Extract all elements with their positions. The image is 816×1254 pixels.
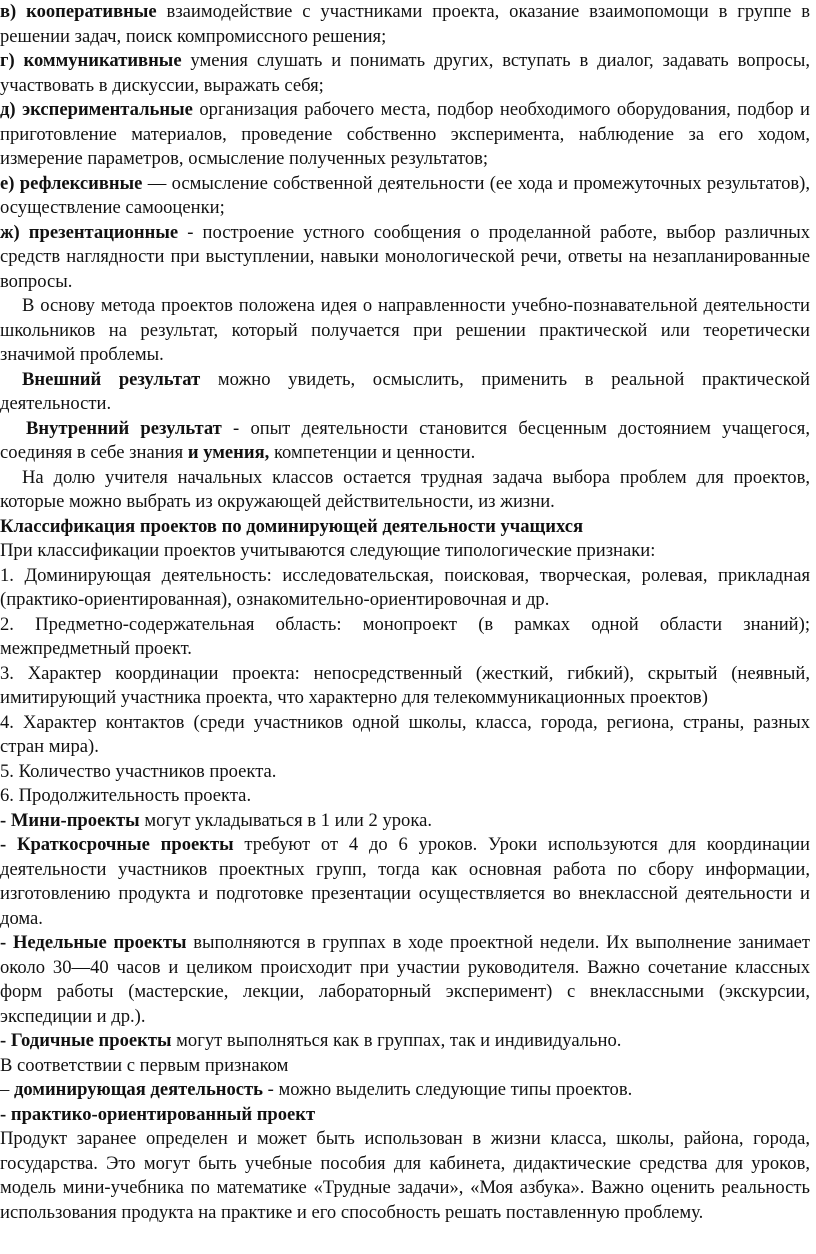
duration-text: могут выполняться как в группах, так и индивидуально. — [171, 1030, 622, 1051]
skill-communicative — [0, 49, 810, 98]
skill-text: взаимодействие с участниками проекта, оказание взаимопомощи в группе в решении задач, поиск компромиссного решения; — [0, 1, 811, 47]
practice-prefix: - п — [0, 1103, 22, 1125]
paragraph-basis: В основу метода проектов положена идея о направленности учебно-познавательной деятельности школьников на результат, который получается при решении практической или теоретически значимой проблемы. — [0, 295, 810, 365]
skill-reflexive — [0, 172, 810, 221]
paragraph-teacher: На долю учителя начальных классов остается трудная задача выбора проблем для проектов, которые можно выбрать из окружающей действительности, из жизни. — [0, 466, 810, 512]
accordance-line-2 — [0, 1078, 810, 1103]
skill-term: в) кооперативные — [0, 1, 157, 22]
internal-result-text-b: компетенции и ценности. — [269, 442, 476, 463]
paragraph-internal-result — [0, 417, 810, 466]
skill-term: г) коммуникативные — [0, 50, 182, 71]
internal-result-term: Внутренний результат — [26, 417, 222, 439]
paragraph-external-result — [0, 368, 810, 417]
skill-presentation — [0, 221, 810, 295]
criterion-item: 1. Доминирующая деятельность: исследовательская, поисковая, творческая, ролевая, прикладная (практико-ориентированная), ознакомительно-ориентировочная и др. — [0, 564, 810, 610]
skill-text: организация рабочего места, подбор необходимого оборудования, подбор и приготовление материалов, проведение собственно эксперимента, наблюдение за его ходом, измерение параметров, осмысление полученных результатов; — [0, 99, 810, 169]
practice-heading — [0, 1103, 810, 1128]
duration-term: - Мини-проекты — [0, 809, 140, 831]
accordance-line-1: В соответствии с первым признаком — [0, 1054, 289, 1076]
internal-result-bold: и умения, — [187, 442, 270, 463]
skill-cooperative — [0, 0, 810, 49]
criterion-item: 4. Характер контактов (среди участников одной школы, класса, города, региона, страны, разных стран мира). — [0, 711, 810, 757]
criterion-item: 5. Количество участников проекта. — [0, 760, 277, 782]
practice-term: рактико-ориентированный проект — [21, 1103, 316, 1125]
duration-short — [0, 833, 810, 931]
accordance-prefix: – — [0, 1079, 14, 1100]
external-result-term: Внешний результат — [22, 368, 201, 390]
classification-intro: При классификации проектов учитываются следующие типологические признаки: — [0, 540, 656, 561]
accordance-term: доминирующая деятельность — [13, 1079, 264, 1100]
duration-year — [0, 1029, 810, 1054]
skill-text: умения слушать и понимать других, вступать в диалог, задавать вопросы, участвовать в дискуссии, выражать себя; — [0, 50, 810, 96]
duration-text: требуют от 4 до 6 уроков. Уроки используются для координации деятельности участников проектных групп, тогда как основная работа по сбору информации, изготовлению продукта и подготовке презентации осуществляется во внеклассной деятельности и дома. — [0, 834, 811, 929]
skill-term: е) рефлексивные — [0, 172, 143, 194]
duration-term: - Краткосрочные проекты — [0, 834, 234, 855]
duration-term: - Годичные проекты — [0, 1030, 172, 1051]
internal-result-text-a: - опыт деятельности становится бесценным достоянием учащегося, соединяя в себе знания — [0, 417, 810, 463]
practice-text: Продукт заранее определен и может быть использован в жизни класса, школы, района, города, государства. Это могут быть учебные пособия для кабинета, дидактические средства для уроков, модель мини-учебника по математике «Трудные задачи», «Моя азбука». Важно оценить реальность использования продукта на практике и его способность решать поставленную проблему. — [0, 1128, 810, 1223]
skill-text: — осмысление собственной деятельности (ее хода и промежуточных результатов), осуществление самооценки; — [0, 172, 811, 218]
duration-text: могут укладываться в 1 или 2 урока. — [139, 809, 432, 831]
skill-term: ж) презентационные — [0, 221, 179, 243]
skill-term: д) экспериментальные — [0, 99, 193, 120]
accordance-text: - можно выделить следующие типы проектов. — [263, 1079, 633, 1100]
criterion-item: 6. Продолжительность проекта. — [0, 785, 252, 806]
duration-term: - Недельные проекты — [0, 932, 187, 953]
skill-experimental — [0, 98, 810, 172]
duration-mini — [0, 809, 810, 834]
external-result-text: можно увидеть, осмыслить, применить в реальной практической деятельности. — [0, 368, 810, 414]
skill-text: - построение устного сообщения о проделанной работе, выбор различных средств наглядности при выступлении, навыки монологической речи, ответы на незапланированные вопросы. — [0, 221, 810, 292]
criterion-item: 3. Характер координации проекта: непосредственный (жесткий, гибкий), скрытый (неявный, имитирующий участника проекта, что характерно для телекоммуникационных проектов) — [0, 662, 810, 708]
classification-heading: Классификация проектов по доминирующей деятельности учащихся — [0, 515, 584, 537]
duration-text: выполняются в группах в ходе проектной недели. Их выполнение занимает около 30—40 часов и целиком происходит при участии руководителя. Важно сочетание классных форм работы (мастерские, лекции, лабораторный эксперимент) с внеклассными (экскурсии, экспедиции и др.). — [0, 932, 810, 1027]
criterion-item: 2. Предметно-содержательная область: монопроект (в рамках одной области знаний); межпредметный проект. — [0, 613, 810, 659]
duration-week — [0, 931, 810, 1029]
